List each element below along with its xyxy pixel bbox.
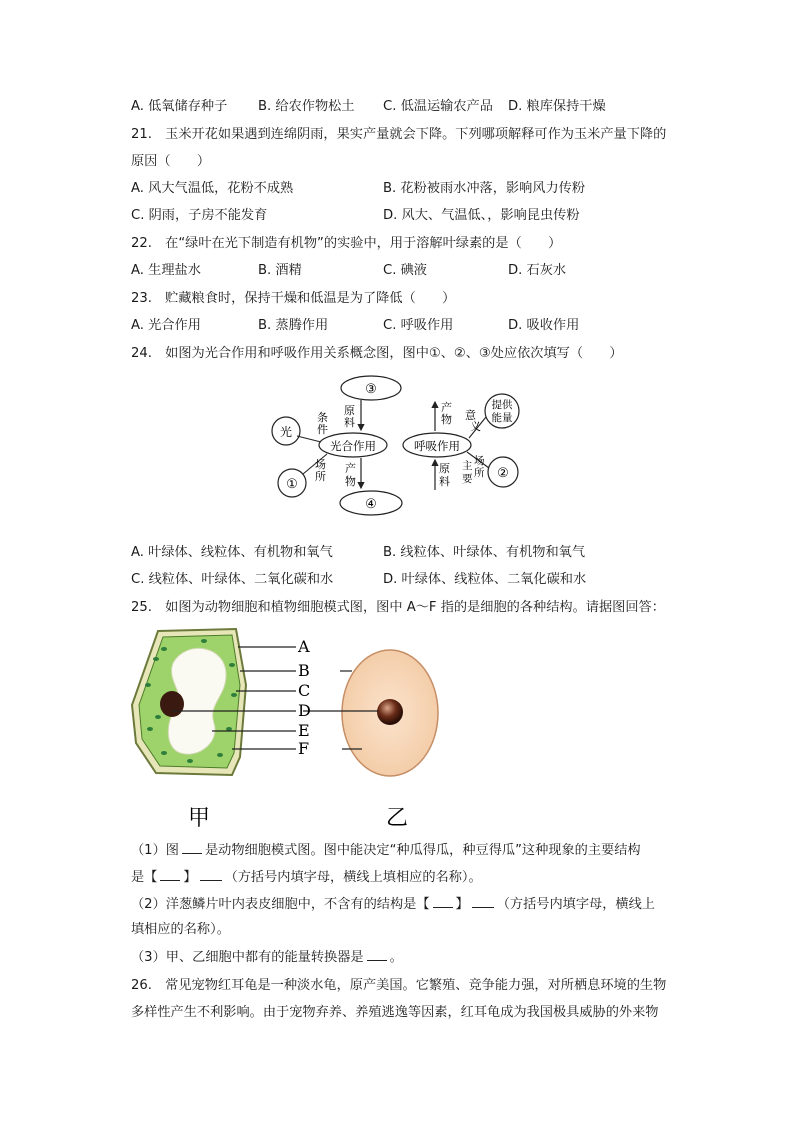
q24-concept-diagram — [265, 372, 535, 532]
q23-option-c: C. 呼吸作用 — [383, 318, 454, 333]
site-left-label-2: 所 — [315, 470, 326, 483]
q24-option-c: C. 线粒体、叶绿体、二氧化碳和水 — [131, 572, 334, 587]
q24-option-d: D. 叶绿体、线粒体、二氧化碳和水 — [383, 572, 587, 587]
fig-jia-label: 甲 — [188, 806, 211, 831]
raw-left-label-1: 原 — [344, 404, 355, 417]
answer-blank[interactable] — [472, 895, 494, 908]
q21-stem-line1: 21. 玉米开花如果遇到连绵阴雨，果实产量就会下降。下列哪项解释可作为玉米产量下降的 — [131, 127, 667, 142]
prod-left-label-2: 物 — [345, 475, 356, 488]
q26-line1: 26. 常见宠物红耳龟是一种淡水龟，原产美国。它繁殖、竞争能力强，对所栖息环境的生物 — [131, 978, 667, 993]
q25-part1-line1: （1）图 是动物细胞模式图。图中能决定“种瓜得瓜，种豆得瓜”这种现象的主要结构 — [131, 843, 641, 858]
plant-nucleus — [160, 691, 184, 717]
q21-option-b: B. 花粉被雨水冲落，影响风力传粉 — [383, 181, 586, 196]
respiration-label: 呼吸作用 — [414, 439, 460, 453]
main-site-label-2: 要 — [462, 473, 473, 485]
answer-blank[interactable] — [433, 895, 453, 908]
prod-right-label-2: 物 — [441, 413, 452, 426]
prod-left-label-1: 产 — [345, 462, 356, 475]
q25-cell-diagram — [128, 625, 448, 835]
q24-stem: 24. 如图为光合作用和呼吸作用关系概念图，图中①、②、③处应依次填写（ ） — [131, 346, 623, 361]
meaning-label-1: 意 — [465, 409, 476, 422]
node-4-label: ④ — [365, 497, 377, 512]
answer-blank[interactable] — [160, 868, 180, 881]
fig-yi-label: 乙 — [386, 806, 409, 831]
node-3-label: ③ — [365, 382, 377, 397]
main-site-label-1: 主 — [462, 460, 473, 472]
q24-option-a: A. 叶绿体、线粒体、有机物和氧气 — [131, 545, 333, 560]
label-e: E — [298, 721, 310, 740]
cond-label-2: 件 — [317, 423, 328, 436]
main-site2-label-1: 场 — [474, 455, 485, 467]
answer-blank[interactable] — [367, 948, 387, 961]
energy-label-1: 提供 — [491, 399, 513, 411]
q21-option-c: C. 阴雨，子房不能发育 — [131, 208, 268, 223]
answer-blank[interactable] — [200, 868, 222, 881]
site-left-label-1: 场 — [315, 458, 326, 471]
q20-option-d: D. 粮库保持干燥 — [508, 99, 606, 114]
q25-part2-line1: （2）洋葱鳞片叶内表皮细胞中，不含有的结构是【 】 （方括号内填字母，横线上 — [131, 897, 655, 912]
label-d: D — [298, 701, 311, 720]
main-site2-label-2: 所 — [474, 467, 485, 479]
q21-option-a: A. 风大气温低，花粉不成熟 — [131, 181, 294, 196]
q26-line2: 多样性产生不利影响。由于宠物弃养、养殖逃逸等因素，红耳龟成为我国极具威胁的外来物 — [131, 1005, 659, 1020]
light-label: 光 — [279, 425, 293, 439]
q22-option-d: D. 石灰水 — [508, 263, 567, 278]
light-connector — [297, 436, 321, 442]
q21-stem-line2: 原因（ ） — [131, 154, 211, 169]
q22-option-b: B. 酒精 — [258, 263, 302, 278]
q24-option-b: B. 线粒体、叶绿体、有机物和氧气 — [383, 545, 586, 560]
q20-option-c: C. 低温运输农产品 — [383, 99, 493, 114]
label-c: C — [298, 681, 311, 700]
q21-option-d: D. 风大、气温低、，影响昆虫传粉 — [383, 208, 580, 223]
meaning-label-2: 义 — [470, 420, 481, 433]
q23-option-a: A. 光合作用 — [131, 318, 201, 333]
label-b: B — [298, 661, 310, 680]
raw-right-label-2: 料 — [439, 475, 450, 488]
q20-option-a: A. 低氧储存种子 — [131, 99, 228, 114]
q20-option-b: B. 给农作物松土 — [258, 99, 355, 114]
q25-stem: 25. 如图为动物细胞和植物细胞模式图，图中 A～F 指的是细胞的各种结构。请据图回答： — [131, 600, 665, 615]
answer-blank[interactable] — [182, 841, 202, 854]
energy-label-2: 能量 — [491, 412, 513, 424]
cond-label-1: 条 — [317, 411, 328, 424]
q23-option-d: D. 吸收作用 — [508, 318, 580, 333]
q23-stem: 23. 贮藏粮食时，保持干燥和低温是为了降低（ ） — [131, 291, 456, 306]
label-a: A — [298, 637, 310, 656]
q23-option-b: B. 蒸腾作用 — [258, 318, 329, 333]
q25-part1-line2: 是【 】 （方括号内填字母，横线上填相应的名称）。 — [131, 870, 482, 885]
photosynthesis-label: 光合作用 — [330, 439, 376, 453]
q22-stem: 22. 在“绿叶在光下制造有机物”的实验中，用于溶解叶绿素的是（ ） — [131, 236, 562, 251]
raw-right-label-1: 原 — [439, 462, 450, 475]
q25-part2-line2: 填相应的名称）。 — [131, 922, 230, 937]
prod-right-label-1: 产 — [441, 401, 452, 414]
animal-nucleus — [377, 699, 403, 725]
q22-option-a: A. 生理盐水 — [131, 263, 201, 278]
q25-part3-line: （3）甲、乙细胞中都有的能量转换器是 。 — [131, 950, 403, 965]
q22-option-c: C. 碘液 — [383, 263, 427, 278]
raw-left-label-2: 料 — [344, 416, 355, 429]
circle-2-label: ② — [497, 466, 509, 481]
circle-1-label: ① — [286, 477, 298, 492]
label-f: F — [298, 739, 310, 758]
